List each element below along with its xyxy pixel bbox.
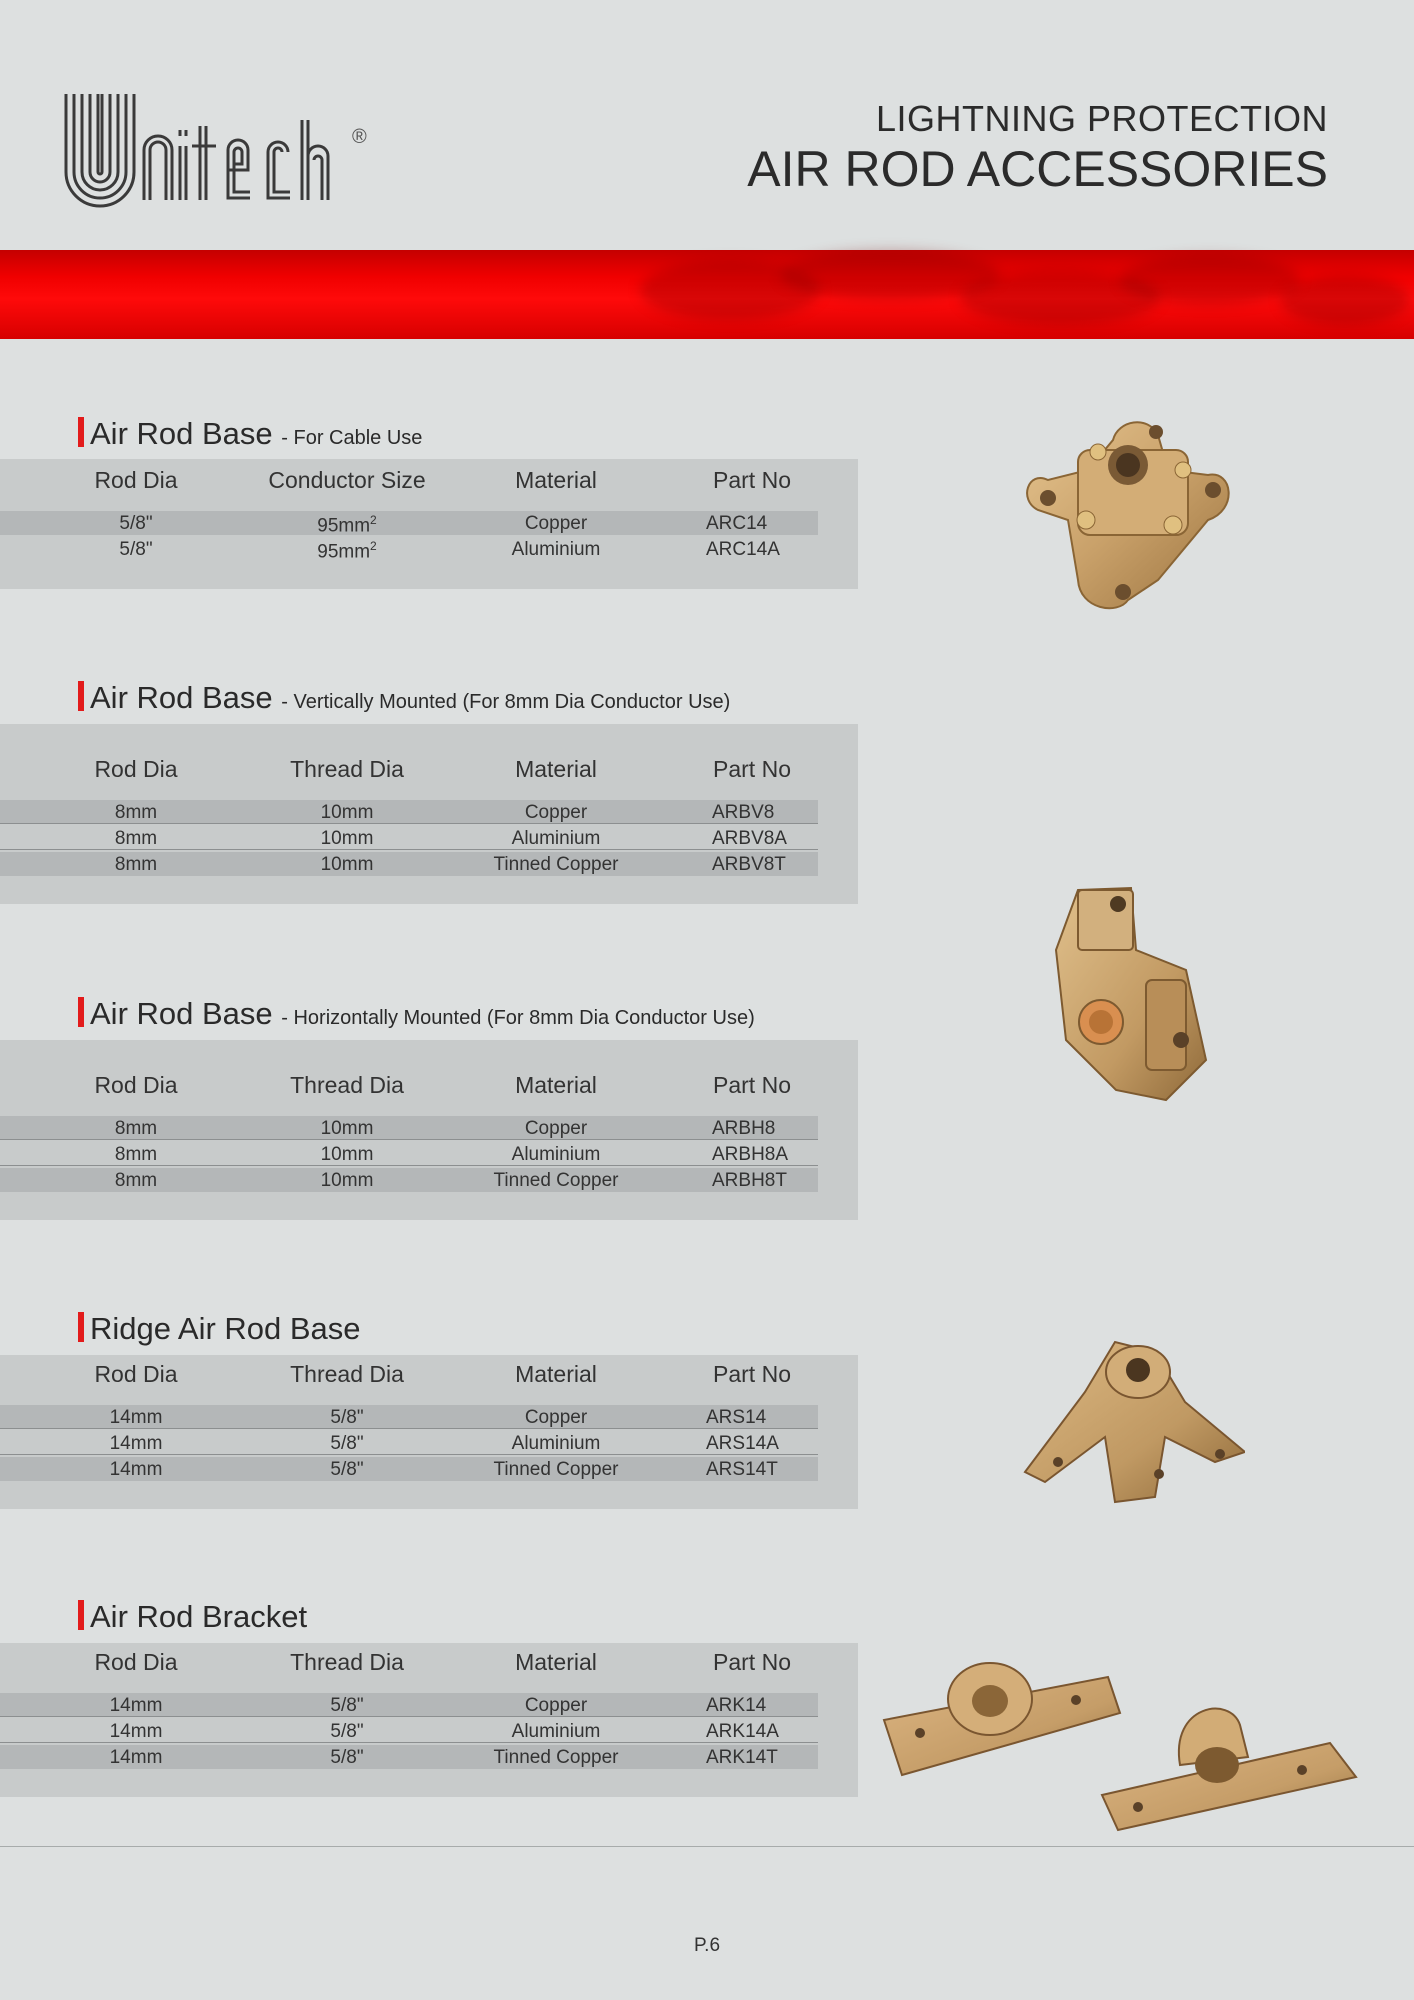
col-rod-dia: Rod Dia xyxy=(94,1072,178,1098)
spec-table-bracket xyxy=(0,1643,858,1797)
col-thread-dia: Thread Dia xyxy=(290,756,404,782)
air-rod-base-cable-photo xyxy=(1008,410,1258,630)
ridge-air-rod-base-photo xyxy=(1015,1322,1245,1507)
table-row: 14mm 5/8" Aluminium ARK14A xyxy=(0,1719,818,1743)
title-accent-bar xyxy=(78,1600,84,1630)
unitech-logo xyxy=(64,90,384,220)
col-material: Material xyxy=(515,756,597,782)
table-row: 8mm 10mm Tinned Copper ARBH8T xyxy=(0,1168,818,1192)
col-conductor-size: Conductor Size xyxy=(268,467,426,493)
col-part-no: Part No xyxy=(713,467,791,493)
col-thread-dia: Thread Dia xyxy=(290,1072,404,1098)
col-part-no: Part No xyxy=(713,1361,791,1387)
air-rod-base-vertical-photo xyxy=(1046,880,1226,1105)
table-row: 14mm 5/8" Copper ARK14 xyxy=(0,1693,818,1717)
table-row: 14mm 5/8" Tinned Copper ARK14T xyxy=(0,1745,818,1769)
table-row: 8mm 10mm Copper ARBV8 xyxy=(0,800,818,824)
header-title: AIR ROD ACCESSORIES xyxy=(747,141,1328,197)
section-title-cable: Air Rod Base - For Cable Use xyxy=(78,416,422,452)
col-part-no: Part No xyxy=(713,1649,791,1675)
table-row: 5/8" $95mm^2$ Copper ARC14 xyxy=(0,511,818,535)
table-row: 8mm 10mm Copper ARBH8 xyxy=(0,1116,818,1140)
table-row: 5/8" $95mm^2$ Aluminium ARC14A xyxy=(119,539,780,563)
table-row: 14mm 5/8" Copper ARS14 xyxy=(0,1405,818,1429)
col-material: Material xyxy=(515,1361,597,1387)
col-part-no: Part No xyxy=(713,756,791,782)
section-title-horizontal: Air Rod Base - Horizontally Mounted (For 8mm Dia Conductor Use) xyxy=(78,996,755,1032)
col-thread-dia: Thread Dia xyxy=(290,1361,404,1387)
col-material: Material xyxy=(515,1649,597,1675)
red-banner xyxy=(0,250,1414,339)
col-part-no: Part No xyxy=(713,1072,791,1098)
table-row: 8mm 10mm Aluminium ARBH8A xyxy=(0,1142,818,1166)
spec-table-vertical xyxy=(0,724,858,904)
col-thread-dia: Thread Dia xyxy=(290,1649,404,1675)
section-title-bracket: Air Rod Bracket xyxy=(78,1599,307,1635)
table-row: 8mm 10mm Tinned Copper ARBV8T xyxy=(0,852,818,876)
col-rod-dia: Rod Dia xyxy=(94,756,178,782)
air-rod-bracket-photo xyxy=(880,1625,1360,1835)
header-subtitle: LIGHTNING PROTECTION xyxy=(875,98,1328,139)
spec-table-horizontal xyxy=(0,1040,858,1220)
title-accent-bar xyxy=(78,997,84,1027)
footer-divider xyxy=(0,1846,1414,1847)
spec-table-cable xyxy=(0,459,858,589)
section-title-vertical: Air Rod Base - Vertically Mounted (For 8mm Dia Conductor Use) xyxy=(78,680,730,716)
col-rod-dia: Rod Dia xyxy=(94,467,178,493)
table-row: 8mm 10mm Aluminium ARBV8A xyxy=(0,826,818,850)
title-accent-bar xyxy=(78,417,84,447)
col-material: Material xyxy=(515,1072,597,1098)
col-rod-dia: Rod Dia xyxy=(94,1361,178,1387)
spec-table-ridge xyxy=(0,1355,858,1509)
title-accent-bar xyxy=(78,681,84,711)
col-rod-dia: Rod Dia xyxy=(94,1649,178,1675)
registered-mark: ® xyxy=(352,126,367,148)
title-accent-bar xyxy=(78,1312,84,1342)
col-material: Material xyxy=(515,467,597,493)
page-number: P.6 xyxy=(693,1935,721,1956)
table-row: 14mm 5/8" Aluminium ARS14A xyxy=(0,1431,818,1455)
section-title-ridge: Ridge Air Rod Base xyxy=(78,1311,361,1347)
table-row: 14mm 5/8" Tinned Copper ARS14T xyxy=(0,1457,818,1481)
